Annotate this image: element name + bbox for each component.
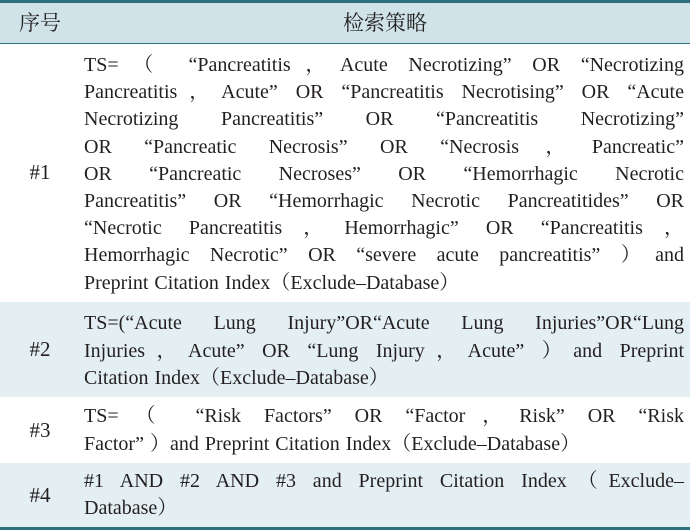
row-strategy-text [84, 468, 684, 522]
strategy-line: Database） [84, 497, 178, 519]
table-bottom-rule [0, 527, 690, 530]
strategy-line: Preprint Citation Index（Exclude–Database） [84, 271, 460, 294]
header-serial-number: 序号 [19, 11, 61, 35]
row-strategy-text [84, 52, 684, 297]
strategy-line: OR “Pancreatic Necrosis” OR “Necrosis，Pancreatic” [84, 135, 684, 158]
strategy-line: TS=（ “Pancreatitis，Acute Necrotizing” OR “Necrotizing [84, 54, 684, 76]
strategy-line: TS=（ “Risk Factors” OR “Factor，Risk” OR “Risk [84, 405, 684, 427]
row-strategy-text [84, 402, 684, 458]
header-search-strategy: 检索策略 [343, 11, 427, 35]
strategy-line: TS=(“Acute Lung Injury”OR“Acute Lung Injuries”OR“Lung [84, 312, 684, 334]
row-number: #4 [29, 482, 51, 507]
strategy-line: “Necrotic Pancreatitis，Hemorrhagic” OR “Pancreatitis， [84, 217, 684, 240]
strategy-line: OR “Pancreatic Necroses” OR “Hemorrhagic Necrotic [84, 162, 684, 185]
strategy-line: Necrotizing Pancreatitis” OR “Pancreatitis Necrotizing” [84, 108, 684, 131]
strategy-line: #1 AND #2 AND #3 and Preprint Citation Index（Exclude– [84, 470, 684, 492]
strategy-line: Citation Index（Exclude–Database） [84, 367, 389, 389]
row-number: #2 [29, 337, 51, 361]
strategy-line: Pancreatitis” OR “Hemorrhagic Necrotic Pancreatitides” OR [84, 190, 684, 213]
row-number: #3 [29, 418, 51, 442]
row-strategy-text [84, 310, 684, 393]
table-row [0, 398, 690, 463]
table-row [0, 463, 690, 527]
strategy-line: Pancreatitis，Acute” OR “Pancreatitis Necrotising” OR “Acute [84, 81, 684, 104]
row-number: #1 [29, 160, 51, 184]
strategy-line: Injuries，Acute” OR “Lung Injury，Acute” ）and Preprint [84, 339, 684, 362]
strategy-line: Hemorrhagic Necrotic” OR “severe acute pancreatitis” ）and [84, 244, 684, 267]
table-row [0, 302, 690, 397]
strategy-line: Factor” ）and Preprint Citation Index（Exclude–Database） [84, 433, 581, 455]
table-header [0, 3, 690, 44]
table-row [0, 44, 690, 301]
